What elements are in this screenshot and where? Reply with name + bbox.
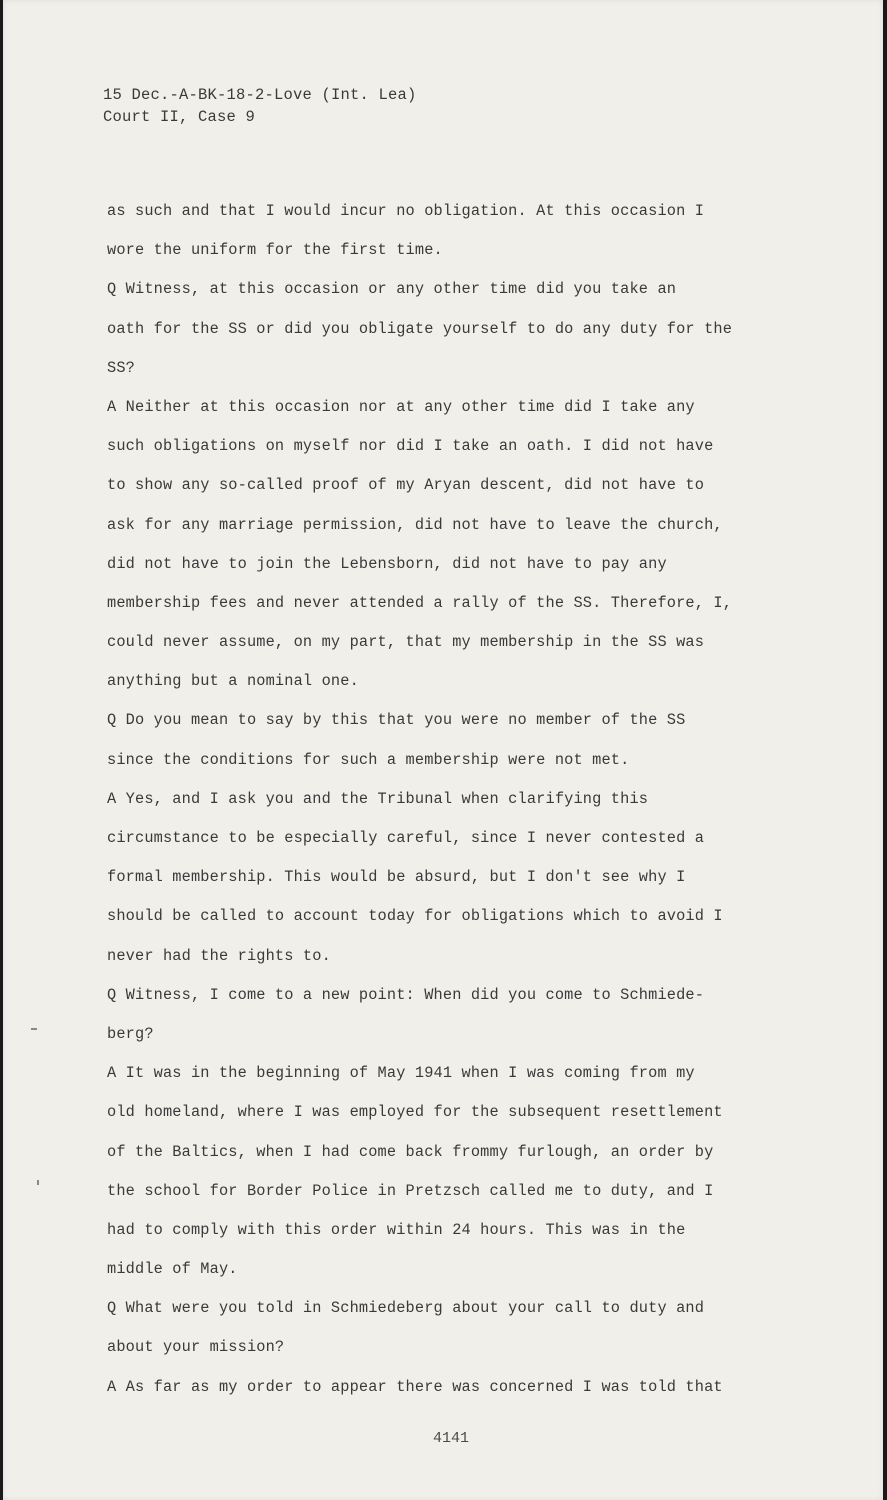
- transcript-line: ask for any marriage permission, did not have to leave the church,: [107, 515, 723, 534]
- transcript-line: Q Do you mean to say by this that you were no member of the SS: [107, 711, 686, 730]
- transcript-line: had to comply with this order within 24 hours. This was in the: [107, 1220, 686, 1239]
- margin-mark: [37, 1180, 39, 1185]
- transcript-line: to show any so-called proof of my Aryan descent, did not have to: [107, 476, 705, 495]
- transcript-line: oath for the SS or did you obligate yourself to do any duty for the: [107, 319, 733, 338]
- transcript-line: SS?: [107, 358, 135, 377]
- transcript-line: A It was in the beginning of May 1941 when I was coming from my: [107, 1064, 695, 1083]
- transcript-line: could never assume, on my part, that my membership in the SS was: [107, 633, 705, 652]
- transcript-line: Q Witness, I come to a new point: When did you come to Schmiede-: [107, 985, 705, 1004]
- document-page: [3, 0, 883, 1500]
- page-number: 4141: [433, 1430, 470, 1447]
- header-line-1: 15 Dec.-A-BK-18-2-Love (Int. Lea): [103, 86, 417, 104]
- transcript-body: [107, 198, 787, 1413]
- transcript-line: never had the rights to.: [107, 946, 331, 965]
- transcript-line: since the conditions for such a membership were not met.: [107, 750, 630, 769]
- transcript-line: wore the uniform for the first time.: [107, 241, 443, 260]
- transcript-line: berg?: [107, 1024, 154, 1043]
- transcript-line: of the Baltics, when I had come back frommy furlough, an order by: [107, 1142, 714, 1161]
- transcript-line: A Neither at this occasion nor at any other time did I take any: [107, 397, 695, 416]
- header-line-2: Court II, Case 9: [103, 108, 256, 126]
- transcript-line: about your mission?: [107, 1338, 285, 1357]
- transcript-line: membership fees and never attended a rally of the SS. Therefore, I,: [107, 593, 733, 612]
- transcript-line: old homeland, where I was employed for the subsequent resettlement: [107, 1103, 723, 1122]
- transcript-line: did not have to join the Lebensborn, did not have to pay any: [107, 554, 667, 573]
- transcript-line: such obligations on myself nor did I take an oath. I did not have: [107, 437, 714, 456]
- transcript-line: A As far as my order to appear there was concerned I was told that: [107, 1377, 723, 1396]
- transcript-line: middle of May.: [107, 1260, 238, 1279]
- margin-mark: [31, 1028, 37, 1030]
- transcript-line: formal membership. This would be absurd, but I don't see why I: [107, 868, 686, 887]
- document-header: [103, 84, 417, 128]
- transcript-line: anything but a nominal one.: [107, 672, 359, 691]
- transcript-line: A Yes, and I ask you and the Tribunal when clarifying this: [107, 789, 649, 808]
- transcript-line: circumstance to be especially careful, since I never contested a: [107, 829, 705, 847]
- transcript-line: Q Witness, at this occasion or any other time did you take an: [107, 280, 677, 299]
- transcript-line: as such and that I would incur no obligation. At this occasion I: [107, 202, 705, 220]
- transcript-line: the school for Border Police in Pretzsch called me to duty, and I: [107, 1181, 714, 1200]
- transcript-line: Q What were you told in Schmiedeberg about your call to duty and: [107, 1299, 705, 1318]
- transcript-line: should be called to account today for obligations which to avoid I: [107, 907, 723, 926]
